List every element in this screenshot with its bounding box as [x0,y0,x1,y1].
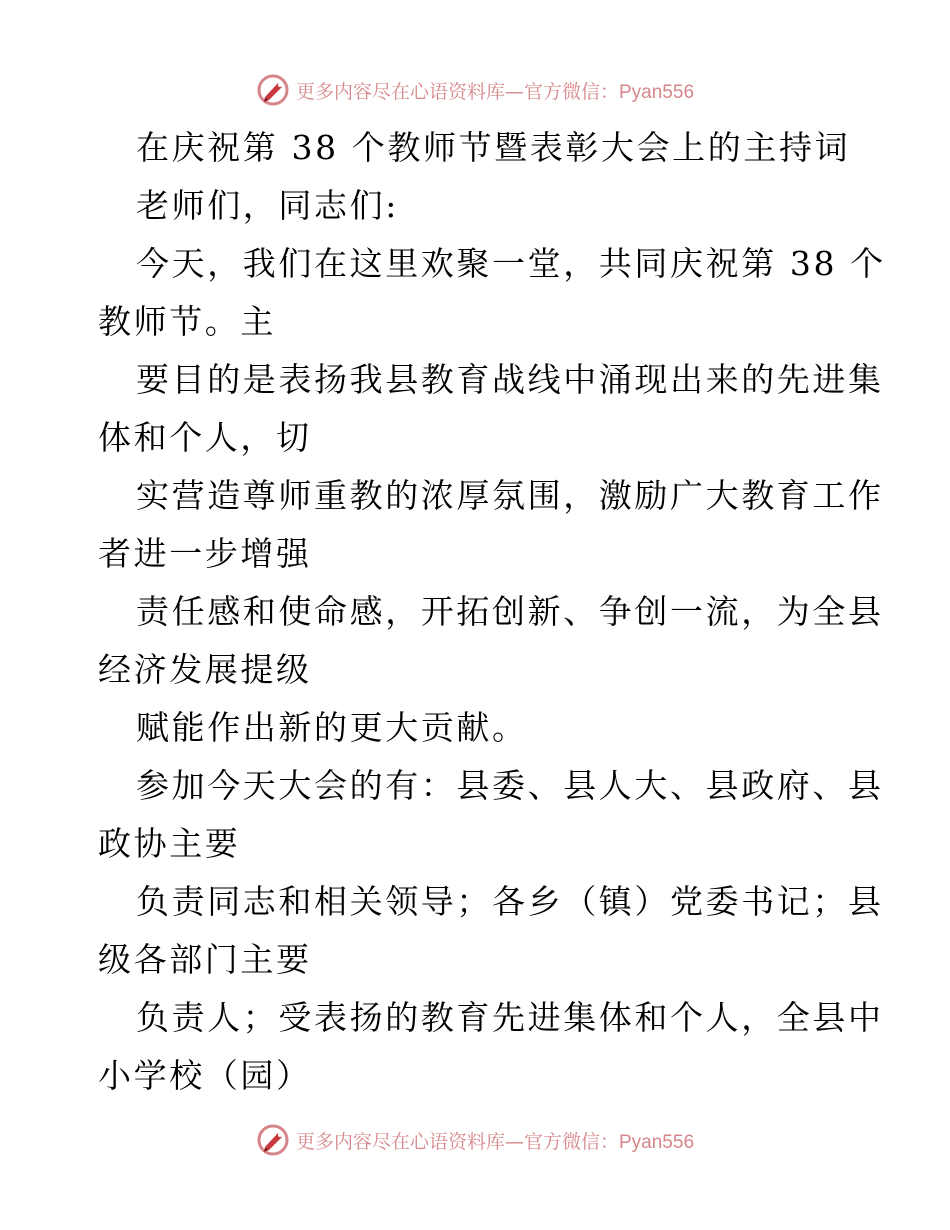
watermark-separator: — [504,1130,524,1153]
text-line: 小学校（园） [98,1056,312,1095]
text-line: 负责人；受表扬的教育先进集体和个人，全县中 [136,998,884,1037]
watermark-tail: 官方微信： [523,1130,619,1153]
watermark-handle: Pyan556 [619,1131,695,1153]
text-line: 者进一步增强 [98,534,312,573]
watermark-separator: — [504,80,524,103]
text-line: 教师节。主 [98,302,276,341]
footer-watermark [0,1122,950,1158]
text-line: 参加今天大会的有：县委、县人大、县政府、县 [136,766,884,805]
watermark-tail: 官方微信： [523,80,619,103]
text-line: 级各部门主要 [98,940,312,979]
text-line: 政协主要 [98,824,241,863]
text-line: 经济发展提级 [98,650,312,689]
pen-logo-icon [256,73,290,107]
watermark-text [296,1127,694,1154]
text-line: 老师们，同志们: [136,186,399,225]
text-line: 要目的是表扬我县教育战线中涌现出来的先进集 [136,360,884,399]
header-watermark [0,72,950,108]
text-line: 今天，我们在这里欢聚一堂，共同庆祝第 38 个 [136,244,886,283]
pen-logo-icon [256,1123,290,1157]
text-line: 负责同志和相关领导；各乡（镇）党委书记；县 [136,882,884,921]
text-line: 赋能作出新的更大贡献。 [136,708,528,747]
text-line: 实营造尊师重教的浓厚氛围，激励广大教育工作 [136,476,884,515]
text-line: 体和个人，切 [98,418,312,457]
text-line: 责任感和使命感，开拓创新、争创一流，为全县 [136,592,884,631]
document-title: 在庆祝第 38 个教师节暨表彰大会上的主持词 [136,128,851,167]
watermark-main: 更多内容尽在心语资料库 [295,80,505,103]
watermark-text [296,77,694,104]
watermark-main: 更多内容尽在心语资料库 [295,1130,505,1153]
watermark-handle: Pyan556 [619,81,695,103]
